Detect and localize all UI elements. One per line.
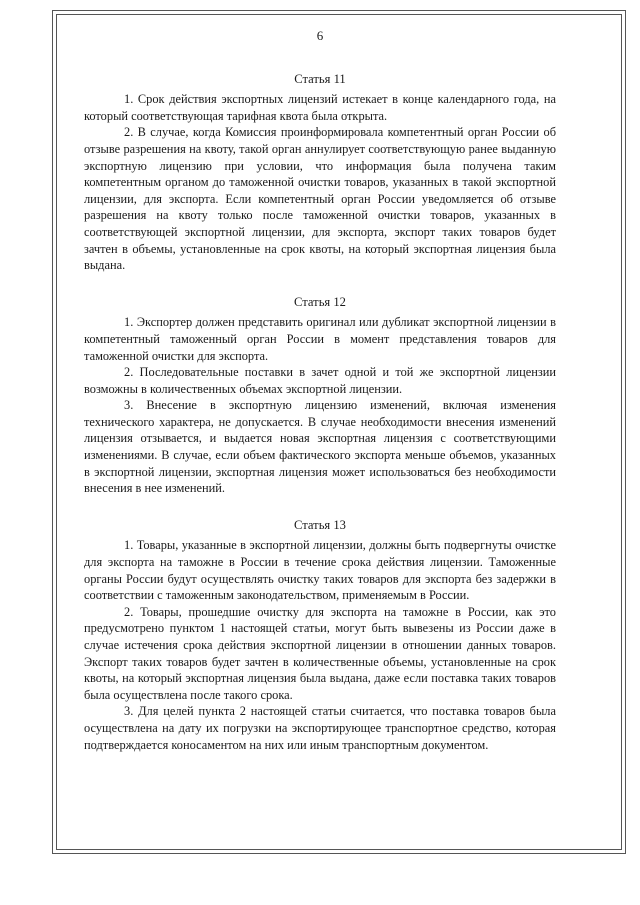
article-11 (84, 71, 556, 274)
article-12 (84, 294, 556, 497)
paragraph: 1. Экспортер должен представить оригинал или дубликат экспортной лицензии в компетентный таможенный орган России в момент представления товаров для таможенной очистки для экспорта. (84, 315, 556, 363)
article-title: Статья 12 (294, 294, 346, 309)
paragraph: 2. Последовательные поставки в зачет одной и той же экспортной лицензии возможны в количественных объемах экспортной лицензии. (84, 365, 556, 396)
document-body (84, 28, 556, 773)
paragraph: 2. В случае, когда Комиссия проинформировала компетентный орган России об отзыве разрешения на квоту, такой орган аннулирует соответствующую ранее выданную экспортную лицензию при условии, что информация была получена таким компетентным органом до таможенной очистки товаров, указанных в такой экспортной лицензии, для экспорта. Если компетентный орган России уведомляется об отзыве разрешения на квоту только после таможенной очистки товаров, указанных в соответствующей экспортной лицензии, для экспорта, экспорт таких товаров будет зачтен в объемы, установленные на срок квоты, на который экспортная лицензия была выдана. (84, 125, 556, 273)
article-title: Статья 11 (294, 71, 346, 86)
article-13 (84, 517, 556, 753)
page-number: 6 (316, 28, 324, 43)
paragraph: 1. Срок действия экспортных лицензий истекает в конце календарного года, на который соответствующая тарифная квота была открыта. (84, 92, 556, 123)
paragraph: 2. Товары, прошедшие очистку для экспорта на таможне в России, как это предусмотрено пунктом 1 настоящей статьи, могут быть вывезены из России даже в случае истечения срока действия экспортной лицензии в отношении данных товаров. Экспорт таких товаров будет зачтен в количественные объемы, установленные на срок квоты, на который экспортная лицензия была выдана, даже если поставка таких товаров была осуществлена после такого срока. (84, 604, 556, 702)
paragraph: 3. Для целей пункта 2 настоящей статьи считается, что поставка товаров была осуществлена на дату их погрузки на экспортирующее транспортное средство, которая подтверждается коносаментом на них или иным транспортным документом. (84, 704, 556, 752)
paragraph: 1. Товары, указанные в экспортной лицензии, должны быть подвергнуты очистке для экспорта на таможне в России в течение срока действия лицензии. Таможенные органы России будут осуществлять очистку таких товаров для экспорта без задержки в соответствии с таможенным законодательством, применяемым в России. (84, 538, 556, 603)
article-title: Статья 13 (294, 517, 346, 532)
paragraph: 3. Внесение в экспортную лицензию изменений, включая изменения технического характера, не допускается. В случае необходимости внесения изменений лицензия отзывается, и выдается новая экспортная лицензия с соответствующими изменениями. В случае, если объем фактического экспорта меньше объемов, указанных в экспортной лицензии, экспортная лицензия может использоваться без необходимости внесения в нее изменений. (84, 398, 556, 496)
